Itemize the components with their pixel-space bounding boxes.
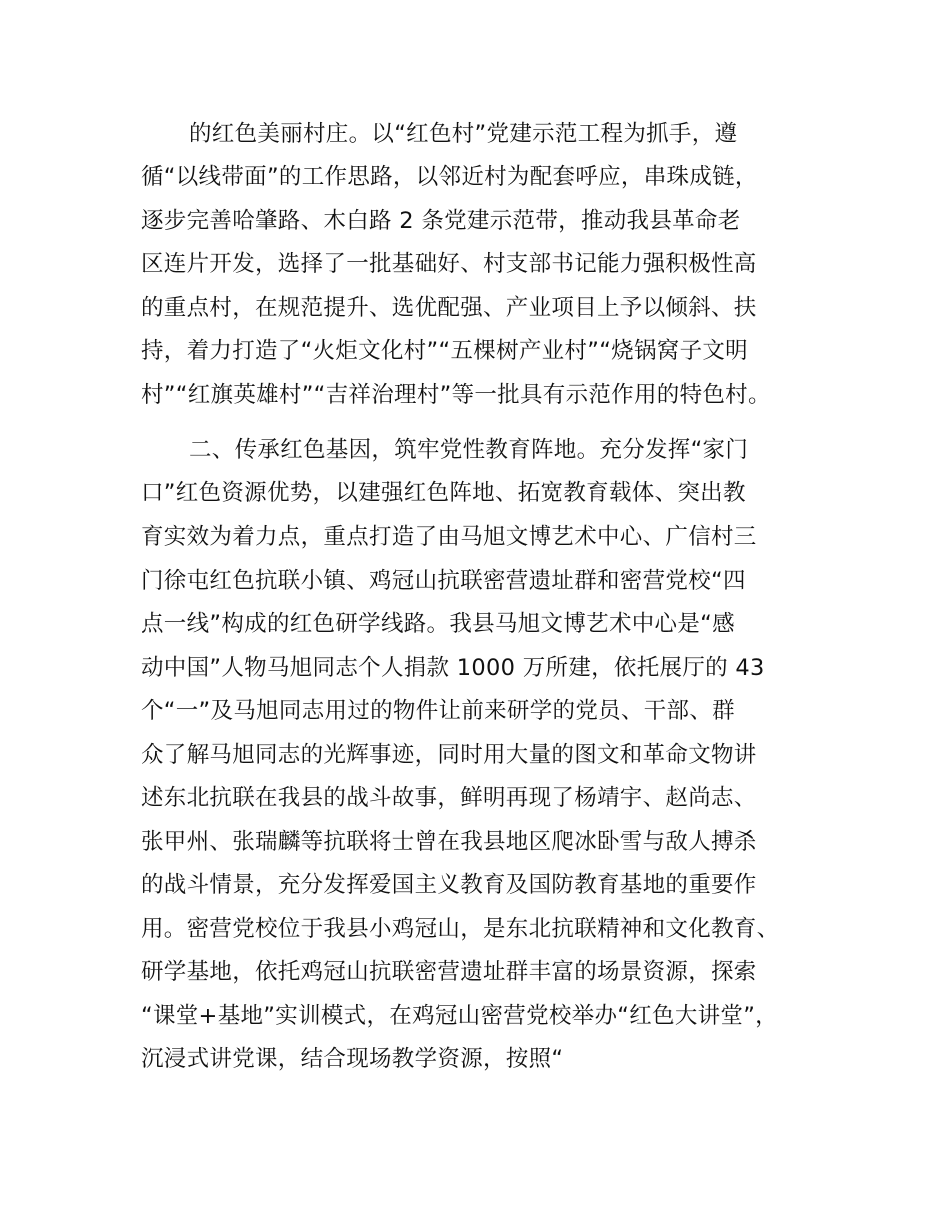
text-line: 研学基地，依托鸡冠山抗联密营遗址群丰富的场景资源，探索 bbox=[141, 959, 757, 985]
text-line: 持，着力打造了“火炬文化村”“五棵树产业村”“烧锅窝子文明 bbox=[141, 338, 748, 364]
text-line: 的战斗情景，充分发挥爱国主义教育及国防教育基地的重要作 bbox=[141, 872, 757, 898]
text-line: 沉浸式讲党课，结合现场教学资源，按照“ bbox=[141, 1046, 564, 1072]
text-line: 逐步完善哈肇路、木白路 2 条党建示范带，推动我县革命老 bbox=[141, 208, 741, 234]
text-line: 门徐屯红色抗联小镇、鸡冠山抗联密营遗址群和密营党校“四 bbox=[141, 568, 746, 594]
text-line: 动中国”人物马旭同志个人捐款 1000 万所建，依托展厅的 43 bbox=[141, 655, 765, 681]
text-line: 的红色美丽村庄。以“红色村”党建示范工程为抓手，遵 bbox=[189, 121, 738, 147]
text-line: 循“以线带面”的工作思路，以邻近村为配套呼应，串珠成链， bbox=[141, 164, 758, 190]
text-line: 村”“红旗英雄村”“吉祥治理村”等一批具有示范作用的特色村。 bbox=[141, 382, 771, 408]
text-line: 张甲州、张瑞麟等抗联将士曾在我县地区爬冰卧雪与敌人搏杀 bbox=[141, 829, 757, 855]
text-line: 二、传承红色基因，筑牢党性教育阵地。充分发挥“家门 bbox=[189, 437, 749, 463]
text-line: 口”红色资源优势，以建强红色阵地、拓宽教育载体、突出教 bbox=[141, 480, 746, 506]
text-line: “课堂+基地”实训模式，在鸡冠山密营党校举办“红色大讲堂”， bbox=[141, 1003, 778, 1029]
text-line: 述东北抗联在我县的战斗故事，鲜明再现了杨靖宇、赵尚志、 bbox=[141, 785, 757, 811]
text-line: 点一线”构成的红色研学线路。我县马旭文博艺术中心是“感 bbox=[141, 611, 735, 637]
text-line: 用。密营党校位于我县小鸡冠山，是东北抗联精神和文化教育、 bbox=[141, 916, 780, 942]
text-line: 区连片开发，选择了一批基础好、村支部书记能力强积极性高 bbox=[141, 251, 757, 277]
text-line: 个“一”及马旭同志用过的物件让前来研学的党员、干部、群 bbox=[141, 698, 735, 724]
text-line: 众了解马旭同志的光辉事迹，同时用大量的图文和革命文物讲 bbox=[141, 742, 757, 768]
text-line: 育实效为着力点，重点打造了由马旭文博艺术中心、广信村三 bbox=[141, 524, 757, 550]
text-line: 的重点村，在规范提升、选优配强、产业项目上予以倾斜、扶 bbox=[141, 295, 757, 321]
